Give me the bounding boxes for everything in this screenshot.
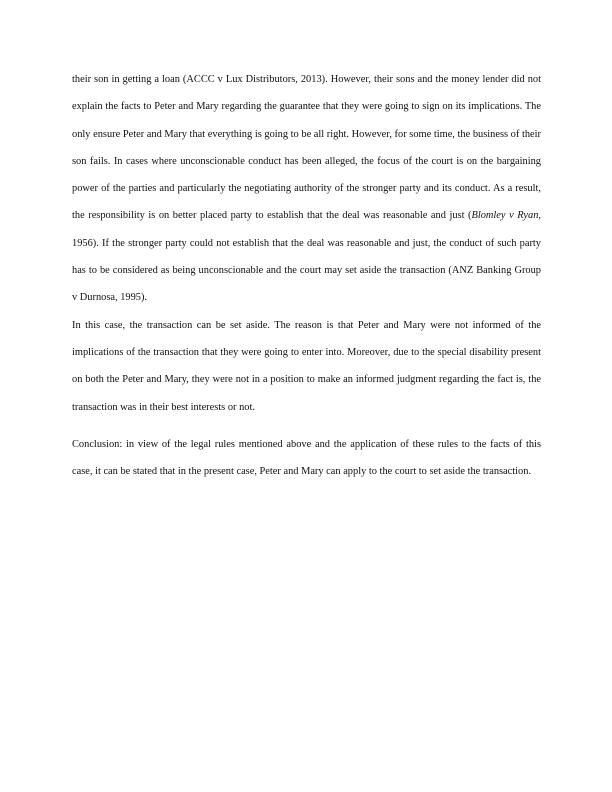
text-run: Conclusion: in view of the legal rules mentioned above and the application of these rules to the facts of this case, it can be stated that in the present case, Peter and Mary can apply to the court to set aside the transaction.: [72, 438, 541, 478]
paragraph: [72, 66, 541, 312]
paragraph: [72, 312, 541, 421]
document-body: [72, 66, 541, 485]
case-citation-italic: Blomley v Ryan: [471, 210, 539, 222]
paragraph-conclusion: [72, 431, 541, 486]
text-run: In this case, the transaction can be set aside. The reason is that Peter and Mary were not informed of the implications of the transaction that they were going to enter into. Moreover, due to the special disability present on both the Peter and Mary, they were not in a position to make an informed judgment regarding the fact is, the transaction was in their best interests or not.: [72, 319, 541, 413]
text-run: , 1956). If the stronger party could not establish that the deal was reasonable and just, the conduct of such party has to be considered as being unconscionable and the court may set aside the transaction (ANZ Banking Group v Durnosa, 1995).: [72, 210, 541, 304]
text-run: their son in getting a loan (ACCC v Lux Distributors, 2013). However, their sons and the money lender did not explain the facts to Peter and Mary regarding the guarantee that they were going to sign on its implications. The only ensure Peter and Mary that everything is going to be all right. However, for some time, the business of their son fails. In cases where unconscionable conduct has been alleged, the focus of the court is on the bargaining power of the parties and particularly the negotiating authority of the stronger party and its conduct. As a result, the responsibility is on better placed party to establish that the deal was reasonable and just (: [72, 74, 541, 222]
